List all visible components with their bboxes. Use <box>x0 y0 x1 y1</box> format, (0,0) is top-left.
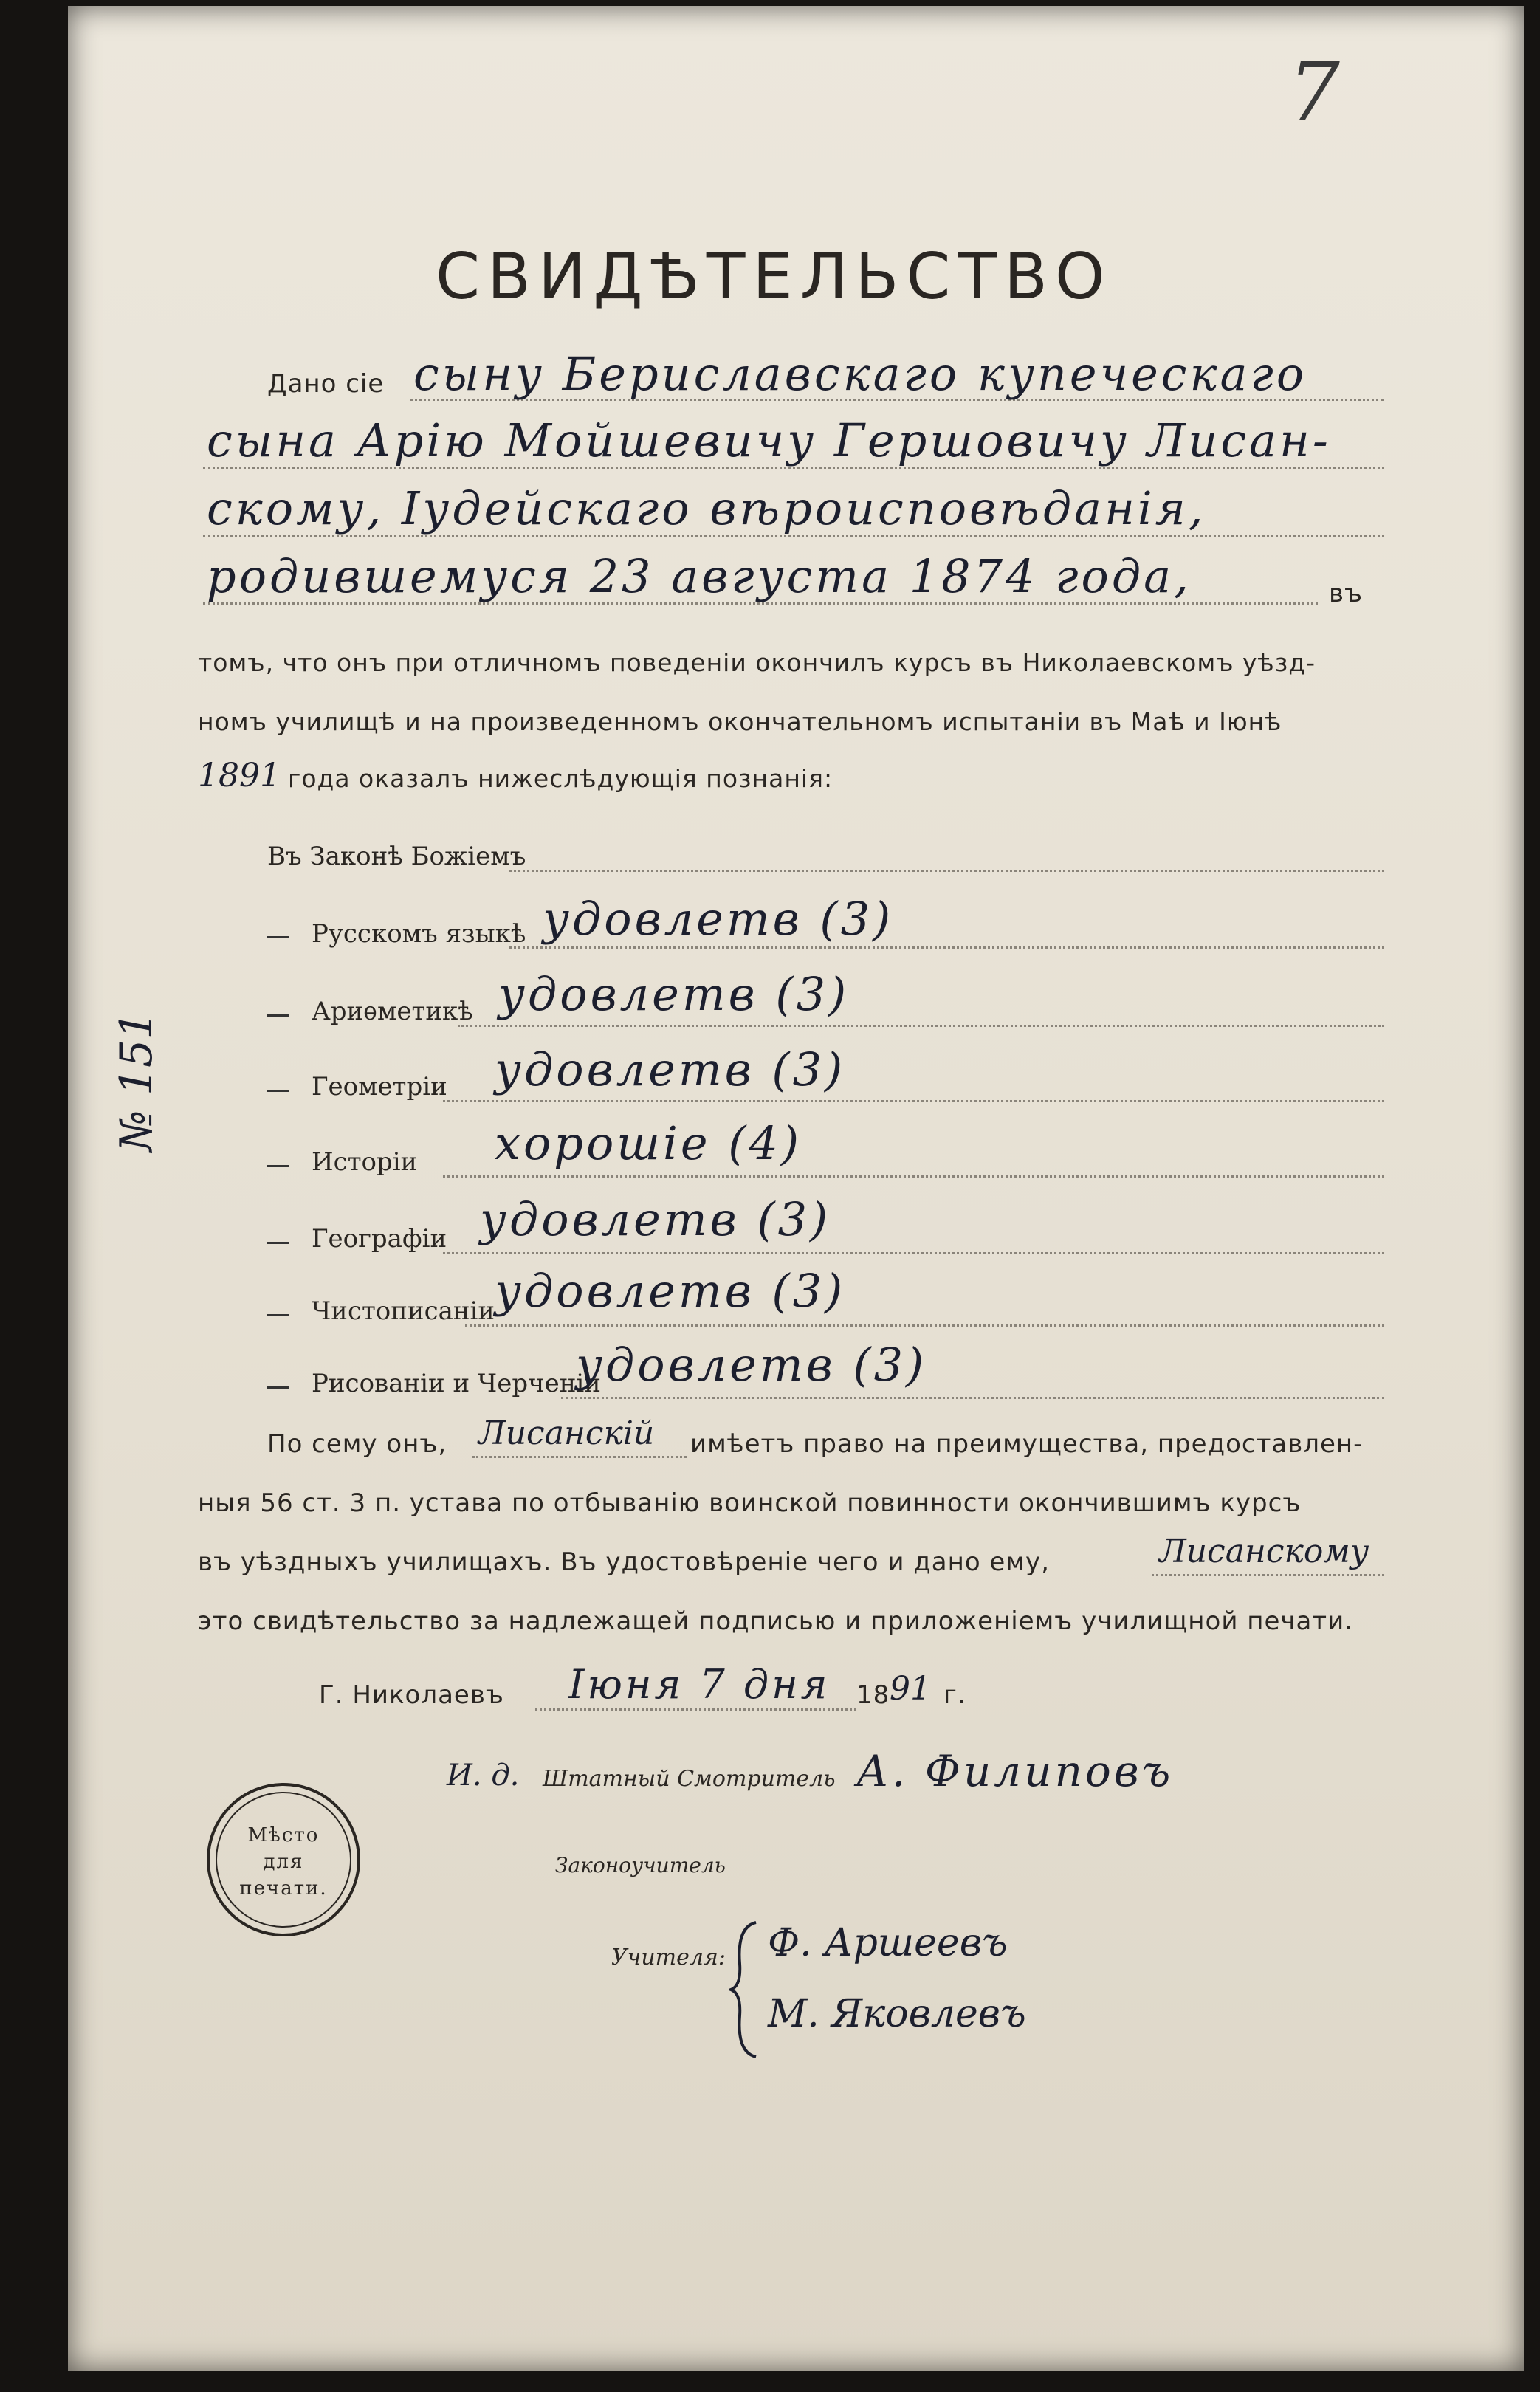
subject-7-dots <box>561 1397 1384 1399</box>
supervisor-label: Штатный Смотритель <box>543 1766 836 1792</box>
subject-6-name: Чистописанiи <box>312 1296 495 1326</box>
seal-line-1: Мѣсто <box>247 1824 320 1846</box>
subject-0-dots <box>509 870 1384 872</box>
subject-1-dash <box>267 936 289 938</box>
subject-7-dash <box>267 1386 289 1389</box>
subject-6-grade: удовлетв (3) <box>495 1264 846 1318</box>
subject-3-grade: удовлетв (3) <box>495 1042 846 1096</box>
closing-l4: это свидѣтельство за надлежащей подписью и приложенiемъ училищной печати. <box>198 1606 1354 1636</box>
intro-suffix: въ <box>1329 579 1364 608</box>
closing-l3-a: въ уѣздныхъ училищахъ. Въ удостовѣренiе чего и дано ему, <box>198 1547 1050 1577</box>
subject-4-dots <box>443 1175 1384 1178</box>
subject-3-dash <box>267 1090 289 1092</box>
subject-0-name: Въ Законѣ Божiемъ <box>267 842 526 871</box>
intro-handwritten-2: сына Арію Мойшевичу Гершовичу Лисан- <box>207 413 1331 467</box>
intro-label: Дано сiе <box>267 369 385 399</box>
closing-l1-name: Лисанскій <box>478 1415 655 1452</box>
teacher-1-signature: Ф. Аршеевъ <box>768 1921 1008 1965</box>
body-line-1: томъ, что онъ при отличномъ поведенiи окончилъ курсъ въ Николаевскомъ уѣзд- <box>198 648 1316 677</box>
subject-2-grade: удовлетв (3) <box>498 967 850 1021</box>
subject-2-name: Ариѳметикѣ <box>312 997 473 1026</box>
subject-6-dots <box>465 1324 1384 1327</box>
seal-line-3: печати. <box>239 1877 328 1900</box>
subject-4-dash <box>267 1165 289 1167</box>
subject-1-name: Русскомъ языкѣ <box>312 919 526 949</box>
intro-handwritten-4: родившемуся 23 августа 1874 года, <box>207 549 1192 603</box>
closing-l2: ныя 56 ст. 3 п. устава по отбыванiю воинской повинности окончившимъ курсъ <box>198 1488 1302 1518</box>
document-title: СВИДѢТЕЛЬСТВО <box>436 240 1113 314</box>
subject-5-dash <box>267 1242 289 1244</box>
subject-3-name: Геометрiи <box>312 1072 447 1102</box>
closing-l1-a: По сему онъ, <box>267 1429 447 1459</box>
teacher-2-signature: М. Яковлевъ <box>768 1992 1026 2036</box>
teachers-brace <box>729 1920 759 2060</box>
subject-4-name: Исторiи <box>312 1147 418 1177</box>
teachers-label: Учителя: <box>611 1945 726 1970</box>
body-year-handwritten: 1891 <box>198 757 281 794</box>
closing-l3-name: Лисанскому <box>1159 1533 1369 1570</box>
subject-7-grade: удовлетв (3) <box>576 1338 927 1392</box>
subject-1-grade: удовлетв (3) <box>543 892 894 946</box>
intro-handwritten-3: скому, Іудейскаго вѣроисповѣданія, <box>207 481 1206 535</box>
subject-6-dash <box>267 1314 289 1316</box>
law-teacher-label: Законоучитель <box>555 1853 726 1877</box>
date-dots <box>535 1708 856 1711</box>
body-line-2: номъ училищѣ и на произведенномъ окончательномъ испытанiи въ Маѣ и Iюнѣ <box>198 707 1282 736</box>
date-handwritten: Iюня 7 дня <box>568 1661 831 1708</box>
subject-2-dash <box>267 1014 289 1017</box>
year-end: г. <box>943 1680 966 1710</box>
subject-7-name: Рисованiи и Черченiи <box>312 1369 601 1398</box>
subject-5-grade: удовлетв (3) <box>480 1192 831 1246</box>
seal-line-2: для <box>263 1851 304 1873</box>
year-suffix: 91 <box>890 1670 931 1708</box>
subject-5-dots <box>443 1252 1384 1254</box>
signature-prefix: И. д. <box>447 1759 520 1793</box>
registry-number: № 151 <box>111 1011 162 1152</box>
subject-1-dots <box>509 946 1384 949</box>
year-prefix: 18 <box>856 1680 890 1710</box>
subject-3-dots <box>443 1100 1384 1102</box>
subject-5-name: Географiи <box>312 1224 447 1254</box>
intro-handwritten-1: сыну Бериславскаго купеческаго <box>413 347 1307 401</box>
body-line-3: года оказалъ нижеслѣдующiя познанiя: <box>288 764 833 793</box>
closing-l1-b: имѣетъ право на преимущества, предоставлен- <box>690 1429 1364 1459</box>
subject-4-grade: хорошіе (4) <box>495 1116 802 1170</box>
city-label: Г. Николаевъ <box>319 1680 504 1710</box>
closing-name2-dots <box>1152 1574 1384 1576</box>
subject-2-dots <box>458 1025 1384 1027</box>
supervisor-signature: А. Филиповъ <box>856 1746 1174 1796</box>
page-number: 7 <box>1288 44 1343 139</box>
seal-placeholder <box>207 1783 360 1936</box>
closing-name-dots <box>472 1456 687 1458</box>
